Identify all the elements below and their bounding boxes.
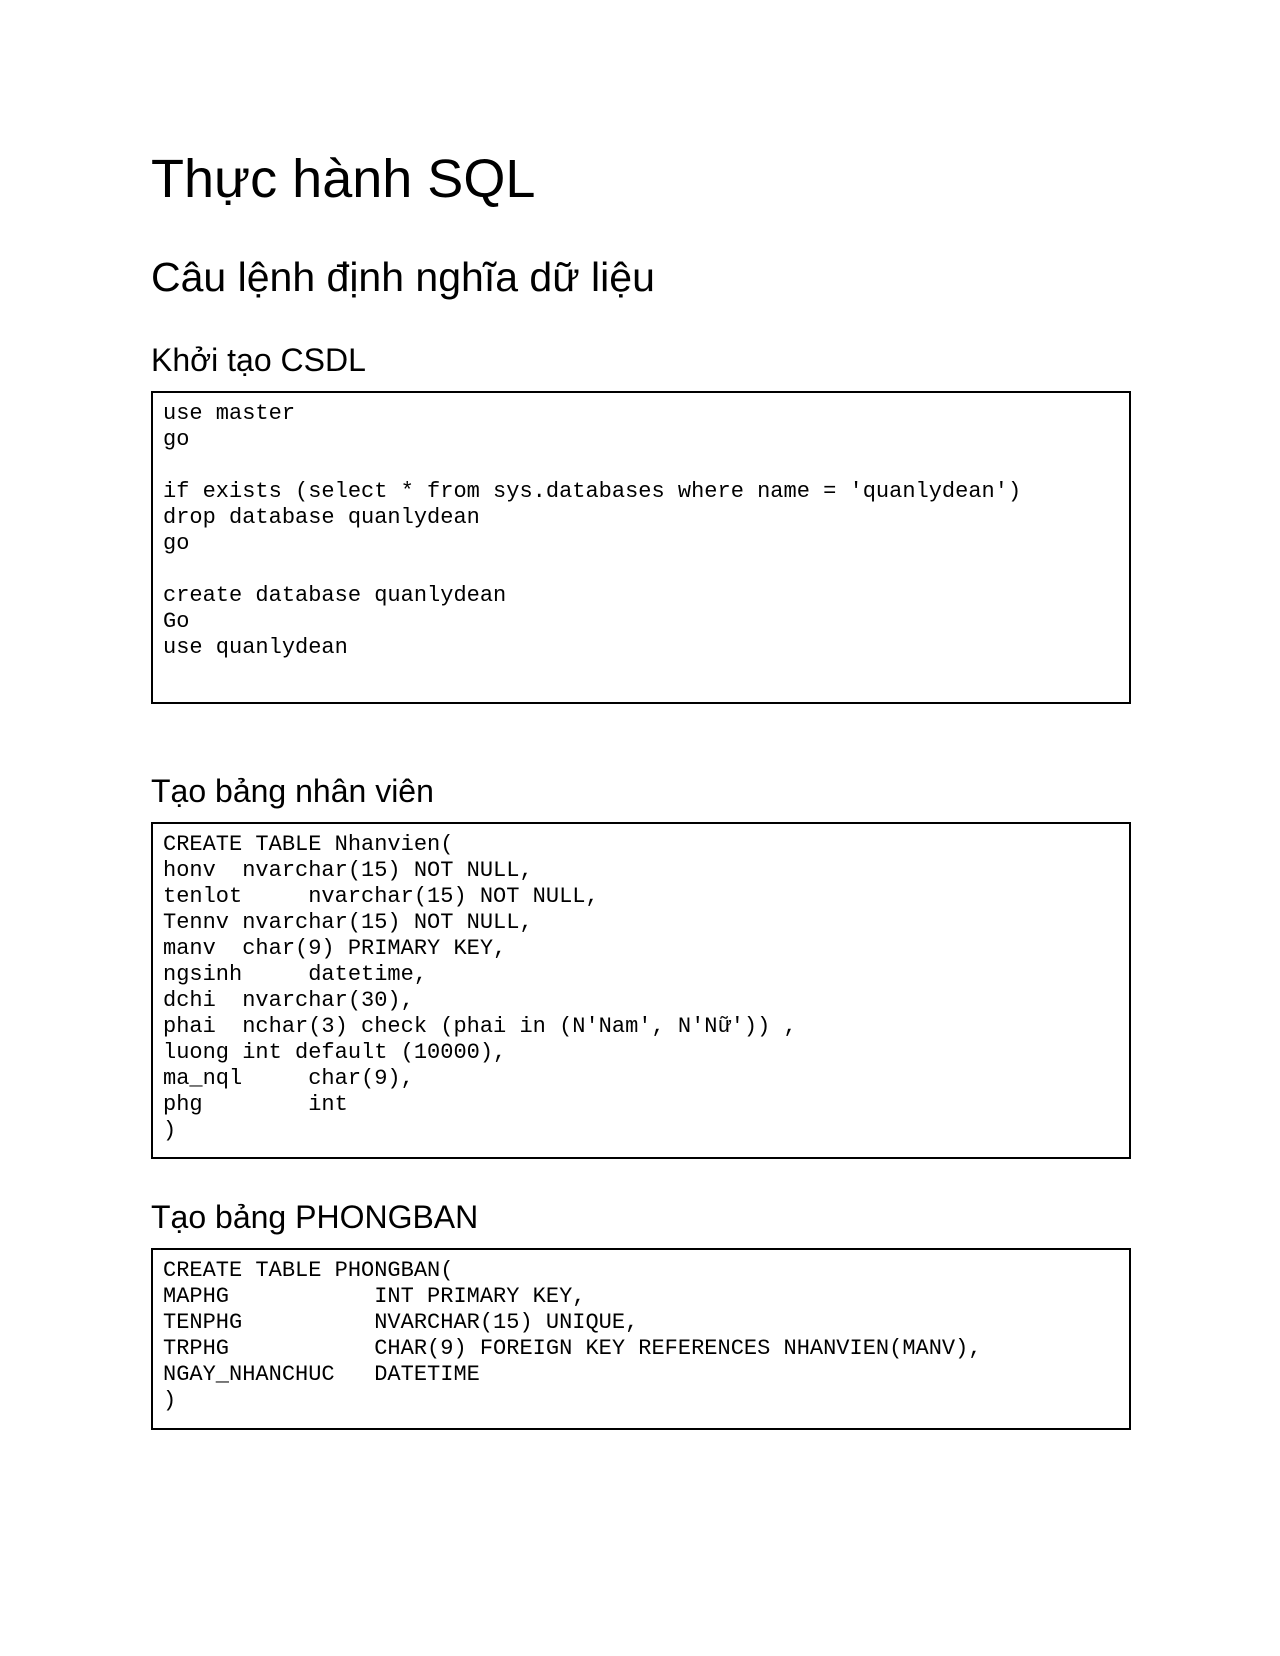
section-heading: Câu lệnh định nghĩa dữ liệu xyxy=(151,254,655,300)
subsection-heading-tao-bang-nhan-vien: Tạo bảng nhân viên xyxy=(151,773,434,809)
document-title: Thực hành SQL xyxy=(151,149,536,209)
subsection-heading-khoi-tao-csdl: Khởi tạo CSDL xyxy=(151,342,366,378)
code-text: CREATE TABLE PHONGBAN( MAPHG INT PRIMARY KEY, TENPHG NVARCHAR(15) UNIQUE, TRPHG CHAR(9) FOREIGN KEY REFERENCES NHANVIEN(MANV), NGAY_NHANCHUC DATETIME ) xyxy=(163,1258,982,1413)
code-block-khoi-tao-csdl xyxy=(151,391,1131,704)
code-text: CREATE TABLE Nhanvien( honv nvarchar(15) NOT NULL, tenlot nvarchar(15) NOT NULL, Tennv nvarchar(15) NOT NULL, manv char(9) PRIMARY KEY, ngsinh datetime, dchi nvarchar(30), phai nchar(3) check (phai in (N'Nam', N'Nữ')) , luong int default (10000), ma_nql char(9), phg int ) xyxy=(163,832,797,1143)
code-text: use master go if exists (select * from sys.databases where name = 'quanlydean') drop database quanlydean go create database quanlydean Go use quanlydean xyxy=(163,401,1022,660)
subsection-heading-tao-bang-phongban: Tạo bảng PHONGBAN xyxy=(151,1199,479,1235)
code-block-tao-bang-phongban xyxy=(151,1248,1131,1430)
code-block-tao-bang-nhan-vien xyxy=(151,822,1131,1159)
